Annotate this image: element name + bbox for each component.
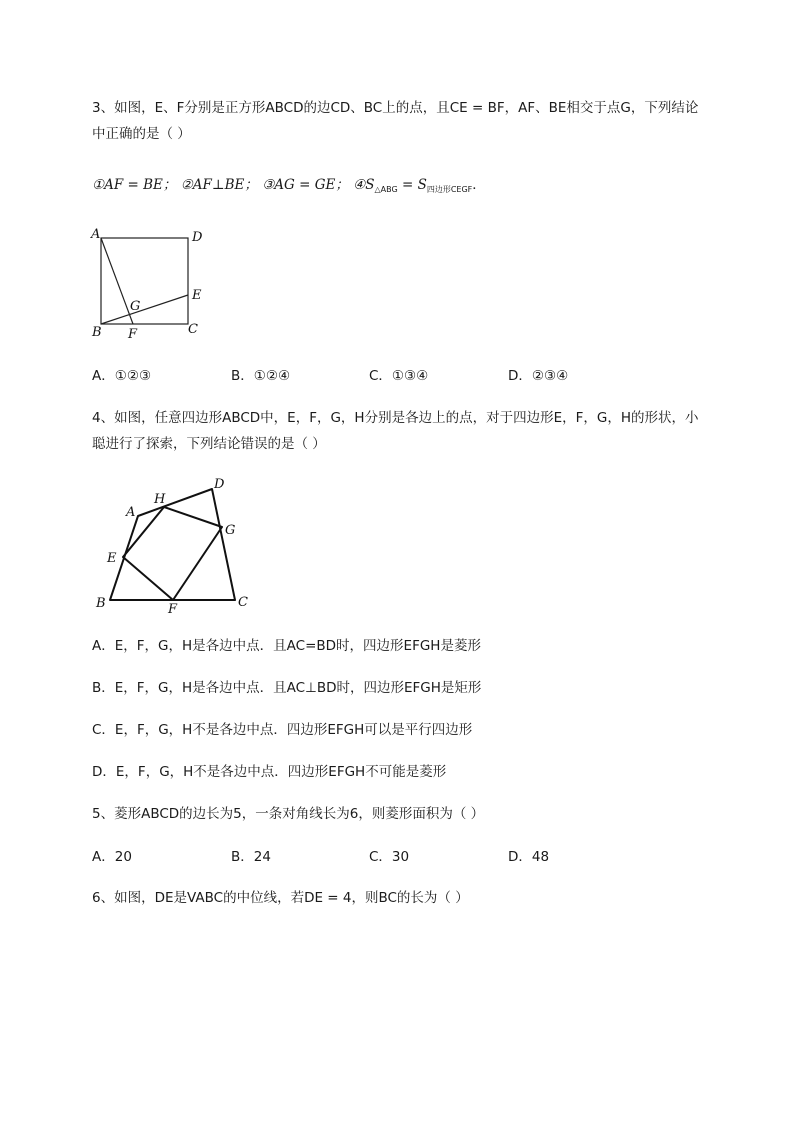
q3-square-figure [86,222,216,344]
q3-option-a[interactable]: A．①②③ [92,368,152,384]
q4-option-d[interactable]: D．E，F，G，H不是各边中点．四边形EFGH不可能是菱形 [92,764,447,780]
square-abcd [101,238,188,324]
label-h: H [154,492,166,507]
q5-option-b[interactable]: B．24 [231,849,271,865]
quadrilateral-efgh [123,507,222,600]
label-d: D [214,477,225,492]
label-g: G [130,299,141,314]
label-a: A [126,505,136,520]
label-g: G [225,523,236,538]
q4-stem-line1: 4、如图，任意四边形ABCD中，E，F，G，H分别是各边上的点，对于四边形E，F，G，H的形状，小 [92,410,699,426]
q3-condition-4: $④S_{\triangle ABG} = S_{四边形CEGF}$． [353,177,486,194]
q3-option-d[interactable]: D．②③④ [508,368,569,384]
label-c: C [188,322,198,337]
q3-condition-3: ③AG = GE； [262,177,349,193]
q3-condition-2: ②AF⊥BE； [180,177,258,193]
q3-stem-line1: 3、如图，E、F分别是正方形ABCD的边CD、BC上的点，且CE = BF，AF、BE相交于点G，下列结论 [92,100,699,116]
q3-conditions [92,175,486,200]
q4-stem-line2: 聪进行了探索，下列结论错误的是（ ） [92,436,326,452]
q5-option-d[interactable]: D．48 [508,849,550,865]
label-e: E [192,288,202,303]
segment-af [101,238,133,324]
q6-stem-line1: 6、如图，DE是VABC的中位线，若DE = 4，则BC的长为（ ） [92,890,469,906]
label-c: C [238,595,248,610]
q3-option-b[interactable]: B．①②④ [231,368,291,384]
q4-option-a[interactable]: A．E，F，G，H是各边中点．且AC=BD时，四边形EFGH是菱形 [92,638,481,654]
label-f: F [128,327,138,342]
q3-option-c[interactable]: C．①③④ [369,368,429,384]
label-b: B [96,596,106,611]
q4-option-c[interactable]: C．E，F，G，H不是各边中点．四边形EFGH可以是平行四边形 [92,722,473,738]
label-e: E [107,551,117,566]
label-d: D [192,230,203,245]
q4-quadrilateral-figure [90,472,260,620]
label-f: F [168,602,178,617]
segment-be [101,295,188,324]
q3-condition-1: ①AF = BE； [92,177,177,193]
q4-option-b[interactable]: B．E，F，G，H是各边中点．且AC⊥BD时，四边形EFGH是矩形 [92,680,482,696]
label-b: B [92,325,102,340]
q3-stem-line2: 中正确的是（ ） [92,126,191,142]
label-a: A [91,227,101,242]
q5-stem-line1: 5、菱形ABCD的边长为5，一条对角线长为6，则菱形面积为（ ） [92,806,485,822]
q5-option-c[interactable]: C．30 [369,849,410,865]
q5-option-a[interactable]: A．20 [92,849,132,865]
